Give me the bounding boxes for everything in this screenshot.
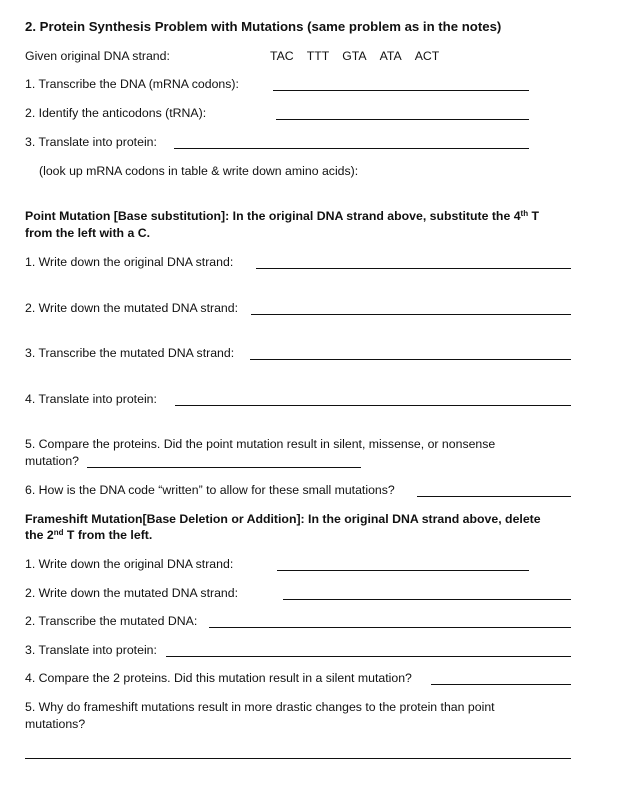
answer-line-point-transcribe[interactable]	[250, 359, 571, 360]
codon-2: TTT	[306, 49, 330, 63]
frameshift-heading: Frameshift Mutation[Base Deletion or Addition]: In the original DNA strand above, delete	[25, 512, 541, 526]
codon-3: GTA	[342, 49, 367, 63]
answer-line-transcribe-dna[interactable]	[273, 90, 529, 91]
point-heading-end: T	[528, 209, 540, 223]
q-frameshift-transcribe: 2. Transcribe the mutated DNA:	[25, 614, 198, 628]
q-frameshift-translate: 3. Translate into protein:	[25, 643, 157, 657]
given-dna-label: Given original DNA strand:	[25, 49, 170, 63]
q-point-mutated-dna: 2. Write down the mutated DNA strand:	[25, 301, 239, 315]
answer-line-anticodons[interactable]	[276, 119, 529, 120]
frameshift-heading-start: the 2	[25, 528, 54, 542]
q-translate-protein: 3. Translate into protein:	[25, 135, 157, 149]
codon-4: ATA	[379, 49, 402, 63]
answer-line-point-mutated-dna[interactable]	[251, 314, 571, 315]
answer-line-frameshift-mutated-dna[interactable]	[283, 599, 571, 600]
frameshift-heading-end: T from the left.	[63, 528, 153, 542]
point-heading-sup: th	[520, 209, 529, 218]
q-point-compare: 5. Compare the proteins. Did the point mutation result in silent, missense, or nonsense	[25, 437, 496, 451]
answer-line-frameshift-compare[interactable]	[431, 684, 571, 685]
q-frameshift-mutated-dna: 2. Write down the mutated DNA strand:	[25, 586, 239, 600]
q-point-transcribe: 3. Transcribe the mutated DNA strand:	[25, 346, 235, 360]
answer-line-frameshift-original-dna[interactable]	[277, 570, 529, 571]
answer-line-point-original-dna[interactable]	[256, 268, 571, 269]
given-dna-codons	[270, 49, 452, 64]
q-point-translate: 4. Translate into protein:	[25, 392, 157, 406]
worksheet-title: 2. Protein Synthesis Problem with Mutations (same problem as in the notes)	[25, 19, 502, 34]
point-mutation-heading-line2: from the left with a C.	[25, 226, 151, 240]
answer-line-dna-code-written[interactable]	[417, 496, 571, 497]
codon-5: ACT	[414, 49, 440, 63]
point-heading-text: Point Mutation [Base substitution]: In the original DNA strand above, substitute the 4	[25, 209, 521, 223]
codon-table-note: (look up mRNA codons in table & write down amino acids):	[39, 164, 359, 178]
answer-line-point-translate[interactable]	[175, 405, 571, 406]
q-frameshift-why-line2: mutations?	[25, 717, 86, 731]
frameshift-heading-sup: nd	[53, 528, 64, 537]
answer-line-translate-protein[interactable]	[174, 148, 529, 149]
q-point-compare-line2: mutation?	[25, 454, 80, 468]
answer-line-frameshift-transcribe[interactable]	[209, 627, 571, 628]
answer-line-point-compare[interactable]	[87, 467, 361, 468]
q-frameshift-why: 5. Why do frameshift mutations result in more drastic changes to the protein than point	[25, 700, 495, 714]
q-identify-anticodons: 2. Identify the anticodons (tRNA):	[25, 106, 207, 120]
frameshift-heading-line2	[25, 528, 152, 543]
codon-1: TAC	[270, 49, 294, 63]
point-mutation-heading	[25, 209, 539, 224]
q-point-original-dna: 1. Write down the original DNA strand:	[25, 255, 234, 269]
answer-line-frameshift-why[interactable]	[25, 758, 571, 759]
q-frameshift-compare: 4. Compare the 2 proteins. Did this mutation result in a silent mutation?	[25, 671, 412, 685]
answer-line-frameshift-translate[interactable]	[166, 656, 571, 657]
q-dna-code-written: 6. How is the DNA code “written” to allow for these small mutations?	[25, 483, 395, 497]
q-transcribe-dna: 1. Transcribe the DNA (mRNA codons):	[25, 77, 239, 91]
q-frameshift-original-dna: 1. Write down the original DNA strand:	[25, 557, 234, 571]
